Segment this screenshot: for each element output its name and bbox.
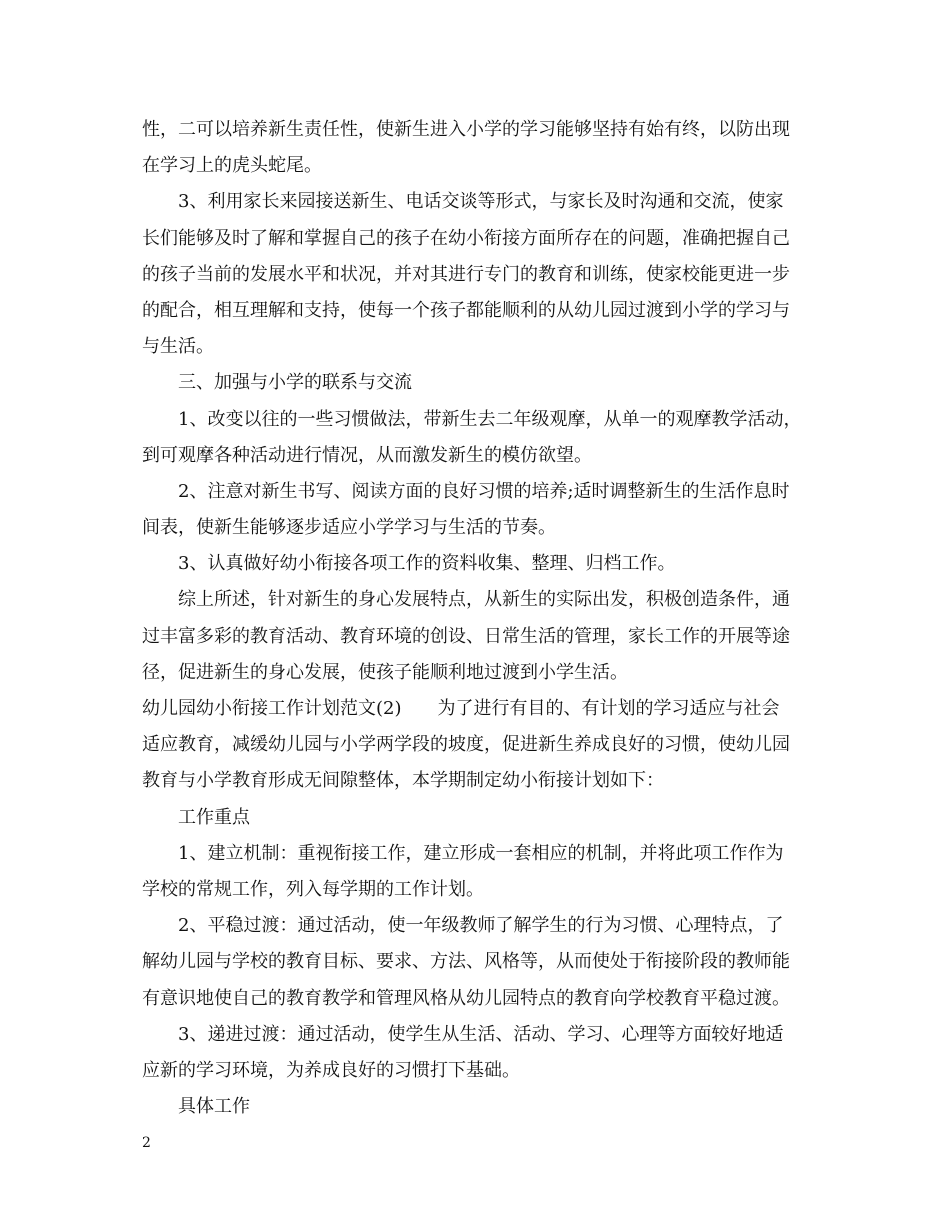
text-line: 2、平稳过渡：通过活动，使一年级教师了解学生的行为习惯、心理特点，了	[178, 915, 784, 937]
text-line: 学校的常规工作，列入每学期的工作计划。	[142, 878, 484, 900]
section-heading: 工作重点	[178, 806, 250, 828]
section-heading: 具体工作	[178, 1096, 250, 1118]
text-line: 在学习上的虎头蛇尾。	[142, 155, 322, 177]
text-line: 1、建立机制：重视衔接工作，建立形成一套相应的机制，并将此项工作作为	[178, 842, 784, 864]
text-line: 综上所述，针对新生的身心发展特点，从新生的实际出发，积极创造条件，通	[178, 589, 790, 611]
page-number: 2	[142, 1135, 151, 1151]
text-line: 到可观摩各种活动进行情况，从而激发新生的模仿欲望。	[142, 444, 592, 466]
text-line: 幼儿园幼小衔接工作计划范文(2) 为了进行有目的、有计划的学习适应与社会	[142, 698, 780, 719]
text-line: 径，促进新生的身心发展，使孩子能顺利地过渡到小学生活。	[142, 661, 628, 683]
text-line: 适应教育，减缓幼儿园与小学两学段的坡度，促进新生养成良好的习惯，使幼儿园	[142, 734, 790, 756]
text-line: 3、递进过渡：通过活动，使学生从生活、活动、学习、心理等方面较好地适	[178, 1023, 784, 1045]
text-line: 应新的学习环境，为养成良好的习惯打下基础。	[142, 1059, 520, 1081]
text-line: 过丰富多彩的教育活动、教育环境的创设、日常生活的管理，家长工作的开展等途	[142, 625, 790, 647]
text-line: 性，二可以培养新生责任性，使新生进入小学的学习能够坚持有始有终，以防出现	[142, 119, 790, 140]
text-line: 3、利用家长来园接送新生、电话交谈等形式，与家长及时沟通和交流，使家	[178, 191, 784, 213]
text-line: 解幼儿园与学校的教育目标、要求、方法、风格等，从而使处于衔接阶段的教师能	[142, 951, 790, 973]
text-line: 与生活。	[142, 336, 214, 358]
text-line: 教育与小学教育形成无间隙整体，本学期制定幼小衔接计划如下：	[142, 770, 664, 792]
text-line: 有意识地使自己的教育教学和管理风格从幼儿园特点的教育向学校教育平稳过渡。	[142, 987, 790, 1009]
text-line: 的孩子当前的发展水平和状况，并对其进行专门的教育和训练，使家校能更进一步	[142, 263, 790, 285]
text-line: 1、改变以往的一些习惯做法，带新生去二年级观摩，从单一的观摩教学活动，	[178, 408, 802, 430]
text-line: 长们能够及时了解和掌握自己的孩子在幼小衔接方面所存在的问题，准确把握自己	[142, 227, 790, 249]
section-heading: 三、加强与小学的联系与交流	[178, 372, 412, 394]
text-line: 间表，使新生能够逐步适应小学学习与生活的节奏。	[142, 517, 556, 539]
document-body	[142, 112, 814, 1125]
text-line: 3、认真做好幼小衔接各项工作的资料收集、整理、归档工作。	[178, 553, 676, 575]
text-line: 2、注意对新生书写、阅读方面的良好习惯的培养;适时调整新生的生活作息时	[178, 480, 790, 502]
text-line: 的配合，相互理解和支持，使每一个孩子都能顺利的从幼儿园过渡到小学的学习与	[142, 299, 790, 321]
